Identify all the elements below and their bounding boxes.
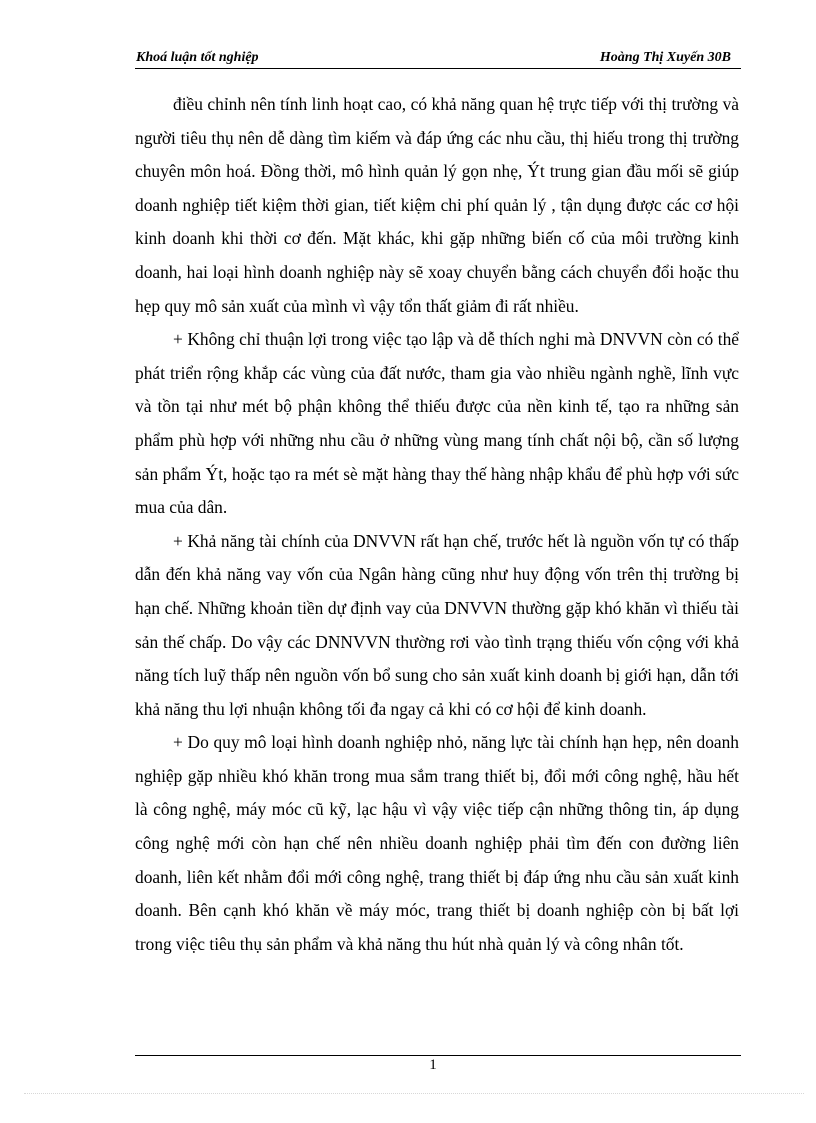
page-number: 1 <box>429 1057 437 1073</box>
page-boundary-dots <box>24 1093 804 1094</box>
body-text <box>135 88 739 961</box>
paragraph-4: + Do quy mô loại hình doanh nghiệp nhỏ, năng lực tài chính hạn hẹp, nên doanh nghiệp gặp nhiều khó khăn trong mua sắm trang thiết bị, đổi mới công nghệ, hầu hết là công nghệ, máy móc cũ kỹ, lạc hậu vì vậy việc tiếp cận những thông tin, áp dụng công nghệ mới còn hạn chế nên nhiều doanh nghiệp phải tìm đến con đường liên doanh, liên kết nhằm đổi mới công nghệ, trang thiết bị đáp ứng nhu cầu sản xuất kinh doanh. Bên cạnh khó khăn về máy móc, trang thiết bị doanh nghiệp còn bị bất lợi trong việc tiêu thụ sản phẩm và khả năng thu hút nhà quản lý và công nhân tốt. <box>135 732 739 954</box>
footer-divider <box>135 1055 741 1056</box>
paragraph-2: + Không chỉ thuận lợi trong việc tạo lập và dễ thích nghi mà DNVVN còn có thể phát triển rộng khắp các vùng của đất nước, tham gia vào nhiều ngành nghề, lĩnh vực và tồn tại như mét bộ phận không thể thiếu được của nền kinh tế, tạo ra những sản phẩm phù hợp với những nhu cầu ở những vùng mang tính chất nội bộ, cần số lượng sản phẩm Ýt, hoặc tạo ra mét sè mặt hàng thay thế hàng nhập khẩu để phù hợp với sức mua của dân. <box>135 329 739 518</box>
paragraph-3: + Khả năng tài chính của DNVVN rất hạn chế, trước hết là nguồn vốn tự có thấp dẫn đến khả năng vay vốn của Ngân hàng cũng như huy động vốn trên thị trường bị hạn chế. Những khoản tiền dự định vay của DNVVN thường gặp khó khăn vì thiếu tài sản thế chấp. Do vậy các DNNVVN thường rơi vào tình trạng thiếu vốn cộng với khả năng tích luỹ thấp nên nguồn vốn bổ sung cho sản xuất kinh doanh bị giới hạn, dẫn tới khả năng thu lợi nhuận không tối đa ngay cả khi có cơ hội để kinh doanh. <box>135 530 739 719</box>
page-header <box>135 50 741 69</box>
paragraph-1: điều chỉnh nên tính linh hoạt cao, có khả năng quan hệ trực tiếp với thị trường và người tiêu thụ nên dễ dàng tìm kiếm và đáp ứng các nhu cầu, thị hiếu trong thị trường chuyên môn hoá. Đồng thời, mô hình quản lý gọn nhẹ, Ýt trung gian đầu mối sẽ giúp doanh nghiệp tiết kiệm thời gian, tiết kiệm chi phí quản lý , tận dụng được các cơ hội kinh doanh khi thời cơ đến. Mặt khác, khi gặp những biến cố của môi trường kinh doanh, hai loại hình doanh nghiệp này sẽ xoay chuyển bằng cách chuyển đổi hoặc thu hẹp quy mô sản xuất của mình vì vậy tổn thất giảm đi rất nhiều. <box>135 94 739 316</box>
header-author: Hoàng Thị Xuyến 30B <box>599 50 731 65</box>
header-thesis-title: Khoá luận tốt nghiệp <box>136 50 259 65</box>
